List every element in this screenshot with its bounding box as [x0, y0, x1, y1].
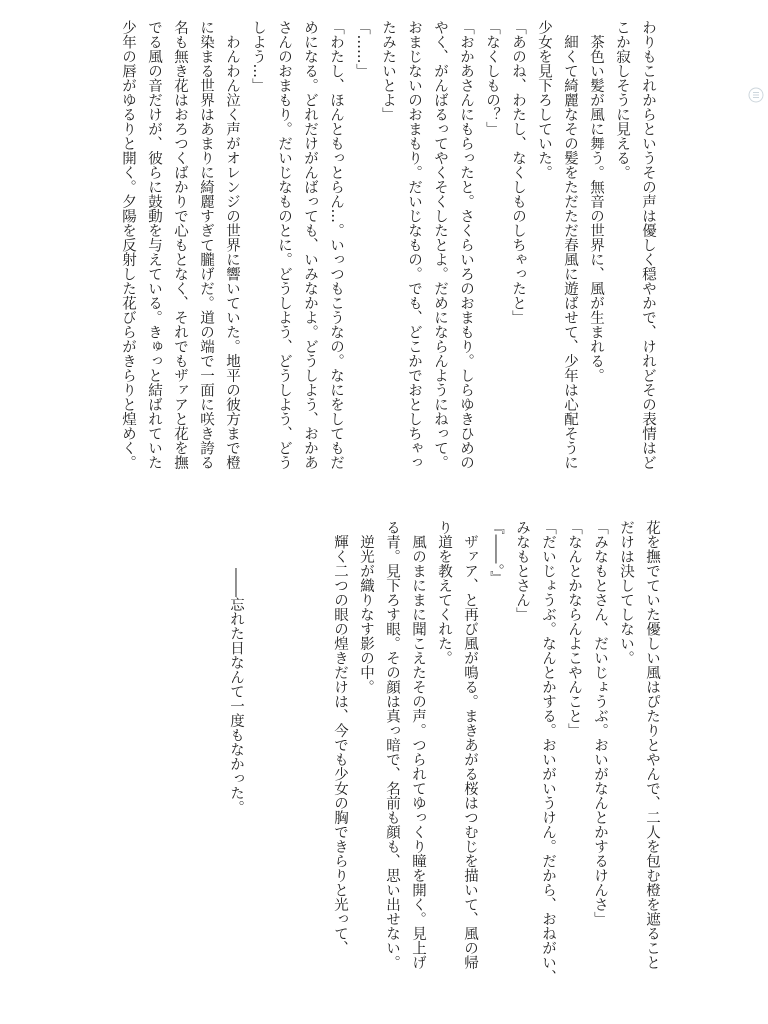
blank-column: [275, 520, 301, 1000]
text-column: 輝く二つの眼の煌きだけは、今でも少女の胸できらりと光って、: [332, 520, 348, 955]
blank-column: [249, 520, 275, 1000]
text-column: 「だいじょうぶ。なんとかする。おいがいうけん。だから、おねがい、: [540, 520, 556, 984]
text-column: こか寂しそうに見える。: [614, 20, 630, 180]
text-column: 花を撫でていた優しい風はぴたりとやんで、二人を包む橙を遮ること: [644, 520, 660, 970]
text-column: やく、がんばるってやくそくしたとよ。だめにならんようにねって。: [432, 20, 448, 470]
text-column: たみたいとよ」: [380, 20, 396, 122]
text-column: る青。見下ろす眼。その顔は真っ暗で、名前も顔も、思い出せない。: [384, 520, 400, 970]
text-column: 『――。』: [488, 520, 504, 586]
text-column: さんのおまもり。だいじなものとに。どうしよう、どうしよう、どう: [276, 20, 292, 470]
text-column: 逆光が織りなす影の中。: [358, 520, 374, 694]
text-column: 「みなもとさん、だいじょうぶ。おいがなんとかするけんさ」: [592, 520, 608, 926]
text-column: めになる。どれだけがんばっても、いみなかよ。どうしよう、おかあ: [302, 20, 318, 470]
text-column: わりもこれからというその声は優しく穏やかで、けれどその表情はど: [640, 20, 656, 470]
blank-column: [301, 520, 327, 1000]
text-column: 「……」: [354, 20, 370, 78]
text-column: 風のまにまに聞こえたその声。つられてゆっくり瞳を開く。見上げ: [410, 520, 426, 970]
text-column: だけは決してしない。: [618, 520, 634, 665]
text-column: 「なんとかならんよこやんこと」: [566, 520, 582, 738]
lower-text-block: [223, 520, 665, 1000]
text-column: 「わたし、ほんともっとらん…。いっつもこうなの。なにをしてもだ: [328, 20, 344, 470]
text-column: ザァア、と再び風が鳴る。まきあがる桜はつむじを描いて、風の帰: [462, 520, 478, 970]
text-column: わんわん泣く声がオレンジの世界に響いていた。地平の彼方まで橙: [224, 20, 240, 470]
text-column: 「おかあさんにもらったと。さくらいろのおまもり。しらゆきひめの: [458, 20, 474, 470]
text-column: 「あのね、わたし、なくしものしちゃったと」: [510, 20, 526, 325]
text-column: 「なくしもの？」: [484, 20, 500, 136]
text-column: 少女を見下ろしていた。: [536, 20, 552, 180]
text-column: り道を教えてくれた。: [436, 520, 452, 665]
menu-button[interactable]: [748, 87, 764, 103]
menu-icon: [748, 87, 764, 103]
upper-text-block: [115, 20, 661, 490]
text-column: みなもとさん」: [514, 520, 530, 622]
text-column: 少年の唇がゆるりと開く。夕陽を反射した花びらがきらりと煌めく。: [120, 20, 136, 470]
text-column: に染まる世界はあまりに綺麗すぎて朧げだ。道の端で一面に咲き誇る: [198, 20, 214, 470]
closing-line: ――忘れた日なんて一度もなかった。: [228, 568, 244, 815]
text-column: 細くて綺麗なその髪をただただ春風に遊ばせて、少年は心配そうに: [562, 20, 578, 470]
text-column: おまじないのおまもり。だいじなもの。でも、どこかでおとしちゃっ: [406, 20, 422, 470]
text-column: 名も無き花はおろつくばかりで心もとなく、それでもザァアと花を撫: [172, 20, 188, 470]
text-column: しよう…」: [250, 20, 266, 93]
text-column: 茶色い髪が風に舞う。無音の世界に、風が生まれる。: [588, 20, 604, 383]
text-column: でる風の音だけが、彼らに鼓動を与えている。きゅっと結ばれていた: [146, 20, 162, 470]
